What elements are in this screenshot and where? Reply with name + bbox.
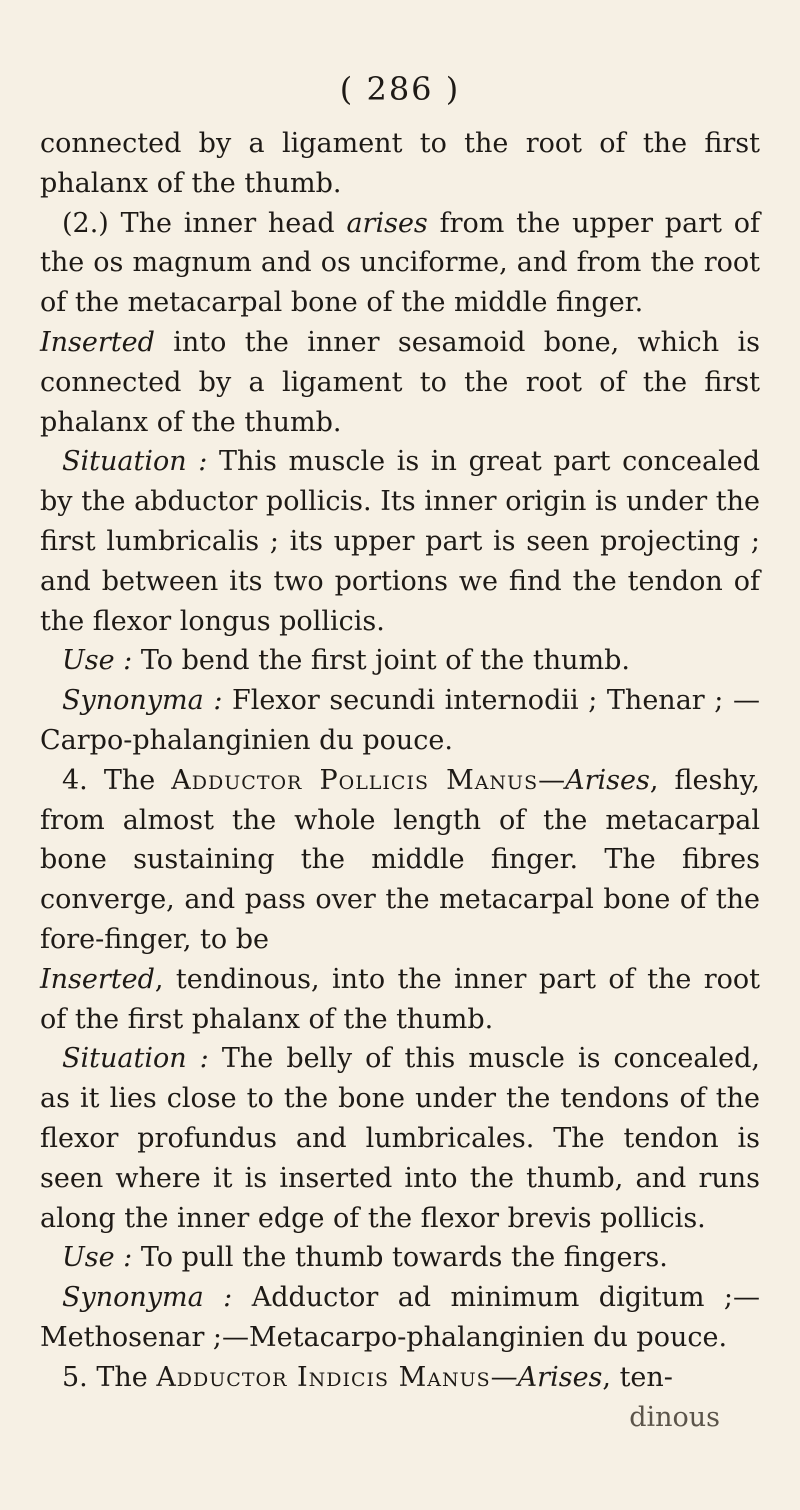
italic-label: Situation : [62, 1043, 209, 1075]
italic-term: Arises [517, 1361, 603, 1393]
text-run: The belly of this muscle is concealed, as it lies close to the bone under the tendons of the flexor profundus and lumbricales. The tendon is seen where it is inserted into the thumb, and runs along the inner edge of the flexor brevis pollicis. [40, 1043, 760, 1234]
muscle-name: Adductor Indicis Manus [156, 1361, 491, 1393]
text-run: , fleshy, from almost the whole length of the metacarpal bone sustaining the middle finger. The fibres converge, and pass over the metacarpal bone of the fore-finger, to be [40, 764, 760, 955]
text-run: (2.) The inner head [62, 207, 347, 239]
text-run: To pull the thumb towards the fingers. [132, 1242, 668, 1274]
italic-term: Arises [565, 764, 650, 796]
paragraph-use-2 [40, 1238, 760, 1278]
text-run: 5. The [62, 1361, 157, 1393]
paragraph-inserted-1 [40, 323, 760, 442]
text-run: , ten- [602, 1361, 673, 1393]
italic-label: Situation : [62, 446, 208, 478]
italic-label: Inserted [40, 326, 155, 358]
italic-label: Synonyma : [62, 685, 223, 717]
italic-label: Inserted [40, 963, 155, 995]
text-run: , tendinous, into the inner part of the root of the first phalanx of the thumb. [40, 963, 760, 1035]
text-run: Flexor secundi internodii ; Thenar ; —Carpo-phalanginien du pouce. [40, 685, 761, 756]
text-run: — [538, 764, 566, 796]
paragraph-situation-2 [40, 1039, 760, 1238]
page-body [40, 124, 760, 1437]
text-run: into the inner sesamoid bone, which is connected by a ligament to the root of the first phalanx of the thumb. [40, 326, 760, 438]
paragraph-situation-1 [40, 442, 760, 641]
paragraph-adductor-indicis [40, 1358, 760, 1398]
text-run: Adductor ad minimum digitum ;—Methosenar ;—Metacarpo-phalanginien du pouce. [40, 1282, 760, 1353]
page-number-header: ( 286 ) [339, 70, 461, 108]
italic-label: Use : [62, 645, 133, 677]
paragraph-inserted-2 [40, 960, 760, 1040]
paragraph-synonyma-2 [40, 1278, 760, 1358]
italic-label: Use : [62, 1242, 133, 1274]
muscle-name: Adductor Pollicis Manus [171, 764, 539, 796]
paragraph-use-1 [40, 641, 760, 681]
paragraph-inner-head [40, 204, 760, 323]
text-run: — [490, 1361, 518, 1393]
italic-label: Synonyma : [62, 1282, 233, 1314]
text-run: This muscle is in great part concealed by the abductor pollicis. Its inner origin is under the first lumbricalis ; its upper part is seen projecting ; and between its two portions we find the tendon of the flexor longus pollicis. [40, 446, 760, 637]
italic-term: arises [346, 207, 428, 239]
catchword: dinous [629, 1401, 720, 1433]
text-line: connected by a ligament to the root of the first phalanx of the thumb. [40, 128, 760, 199]
paragraph-synonyma-1 [40, 681, 760, 761]
text-run: 4. The [62, 764, 172, 796]
paragraph-adductor-pollicis [40, 761, 760, 960]
paragraph-continuation [40, 124, 760, 204]
text-run: To bend the first joint of the thumb. [132, 645, 630, 677]
text-run: from the upper part of the os magnum and os unciforme, and from the root of the metacarpal bone of the middle finger. [40, 207, 760, 319]
